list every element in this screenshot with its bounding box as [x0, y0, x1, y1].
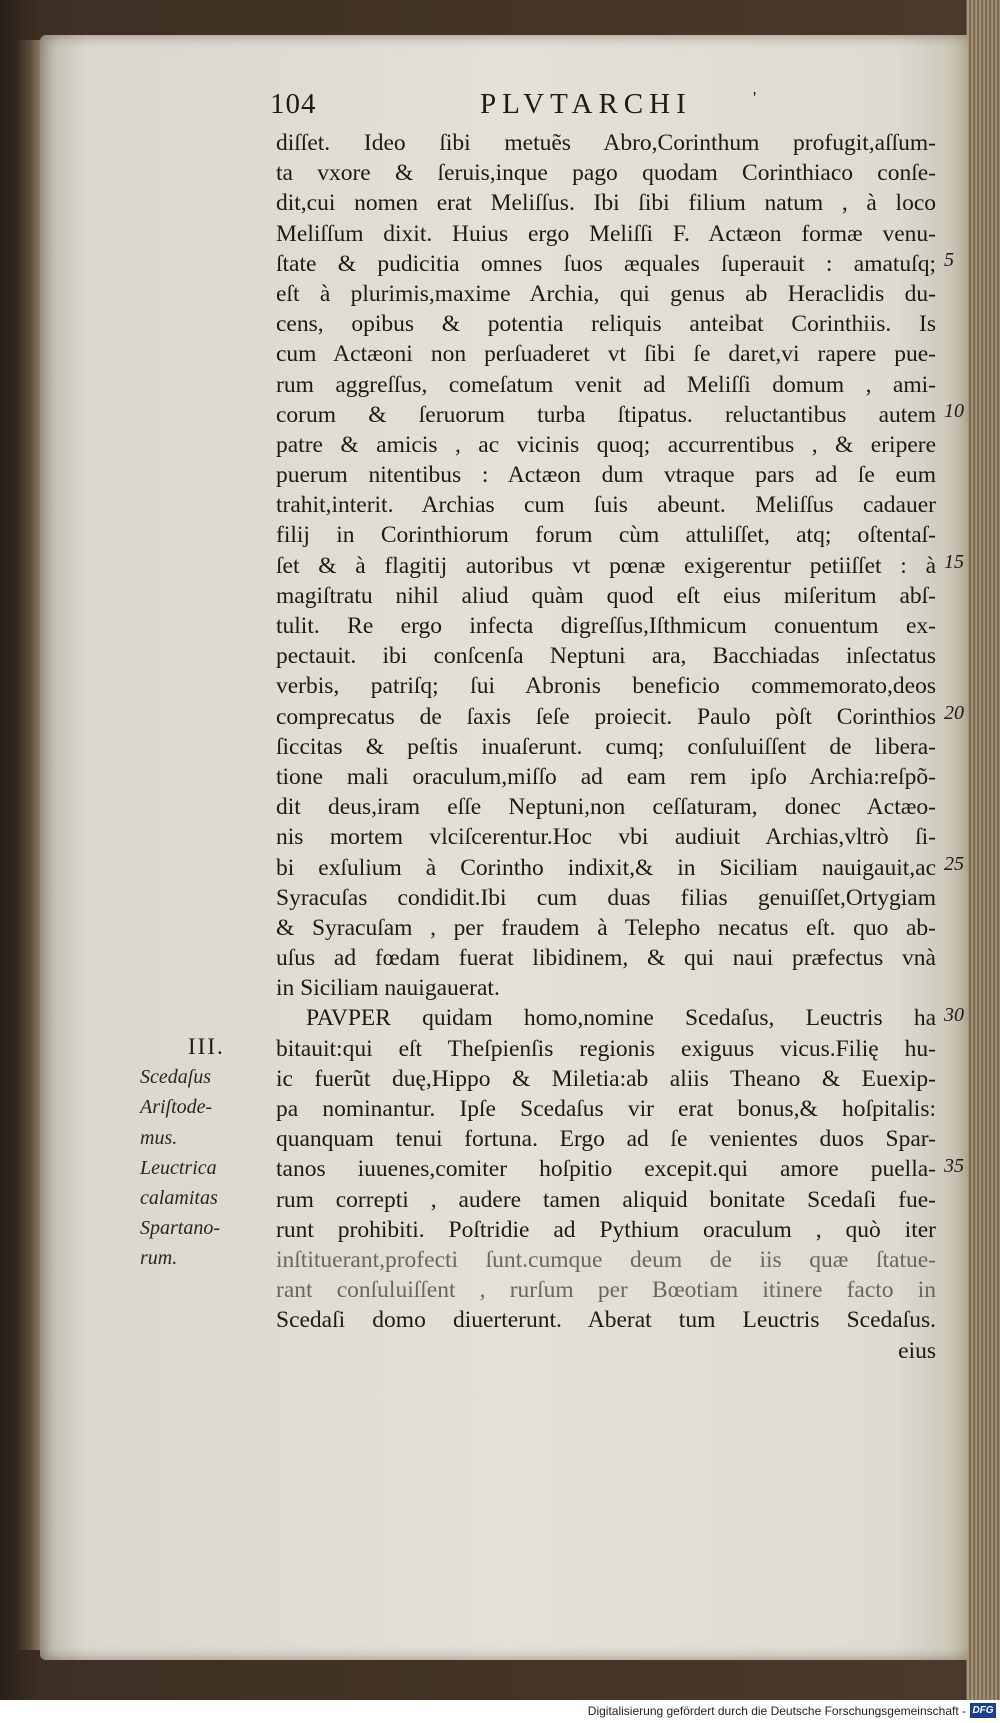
text-line: quanquam tenui fortuna. Ergo ad ſe venientes duos Spar- — [276, 1126, 936, 1153]
page-number: 104 — [270, 88, 317, 120]
text-line: rum correpti , audere tamen aliquid bonitate Scedaſi fue- — [276, 1186, 936, 1213]
margin-note-line: Scedaſus — [140, 1066, 212, 1089]
dfg-logo: DFG — [970, 1703, 996, 1718]
text-line: nis mortem vlciſcerentur.Hoc vbi audiuit Archias,vltrò ſi- — [276, 824, 936, 851]
text-line: inſtituerant,profecti ſunt.cumque deum de iis quæ ſtatue- — [276, 1246, 936, 1273]
text-line: dit,cui nomen erat Meliſſus. Ibi ſibi filium natum , à loco — [276, 190, 936, 217]
text-line: cens, opibus & potentia reliquis anteibat Corinthiis. Is — [276, 311, 936, 338]
text-line: Meliſſum dixit. Huius ergo Meliſſi F. Actæon formæ venu- — [276, 220, 936, 247]
page-edges — [966, 0, 1000, 1723]
text-line: comprecatus de ſaxis ſeſe proiecit. Paulo pòſt Corinthios — [276, 703, 936, 730]
text-line: Syracuſas condidit.Ibi cum duas filias genuiſſet,Ortygiam — [276, 884, 936, 911]
text-line: tanos iuuenes,comiter hoſpitio excepit.qui amore puella- — [276, 1156, 936, 1183]
text-line: bitauit:qui eſt Theſpienſis regionis exiguus vicus.Filię hu- — [276, 1035, 936, 1062]
text-line: tione mali oraculum,miſſo ad eam rem ipſo Archia:reſpõ- — [276, 763, 936, 790]
text-line: ta vxore & ſeruis,inque pago quodam Corinthiaco conſe- — [276, 160, 936, 187]
running-title: PLVTARCHI — [480, 88, 692, 120]
text-line: tulit. Re ergo infecta digreſſus,Iſthmicum conuentum ex- — [276, 613, 936, 639]
line-number: 25 — [944, 853, 964, 875]
margin-notes — [140, 1032, 270, 1274]
text-line: puerum nitentibus : Actæon dum vtraque pars ad ſe eum — [276, 462, 936, 489]
text-line: uſus ad fœdam fuerat libidinem, & qui naui præfectus vnà — [276, 945, 936, 972]
text-line: dit deus,iram eſſe Neptuni,non ceſſaturam, donec Actæo- — [276, 794, 936, 821]
line-number: 10 — [944, 400, 964, 422]
text-line: ſiccitas & peſtis inuaſerunt. cumq; conſuluiſſent de libera- — [276, 733, 936, 760]
line-number: 5 — [944, 249, 954, 271]
text-line: Scedaſi domo diuerterunt. Aberat tum Leuctris Scedaſus. — [276, 1307, 936, 1334]
line-number: 30 — [944, 1004, 964, 1026]
text-line: patre & amicis , ac vicinis quoq; accurrentibus , & eripere — [276, 431, 936, 458]
text-line-section-start: PAVPER quidam homo,nomine Scedaſus, Leuctris ha — [306, 1005, 936, 1032]
text-line: trahit,interit. Archias cum ſuis abeunt. Meliſſus cadauer — [276, 492, 936, 519]
text-line: & Syracuſam , per fraudem à Telepho necatus eſt. quo ab- — [276, 914, 936, 941]
digitization-footer — [0, 1700, 1000, 1723]
header-mark: ' — [753, 88, 757, 108]
line-number: 35 — [944, 1155, 964, 1177]
text-line: filij in Corinthiorum forum cùm attuliſſet, atq; oſtentaſ- — [276, 522, 936, 549]
text-line: bi exſulium à Corintho indixit,& in Siciliam nauigauit,ac — [276, 854, 936, 881]
text-line: ſtate & pudicitia omnes ſuos æquales ſuperauit : amatuſq; — [276, 250, 936, 277]
text-line: rum aggreſſus, comeſatum venit ad Meliſſi domum , ami- — [276, 371, 936, 398]
margin-note-line: Ariſtode- — [140, 1096, 213, 1119]
margin-note-line: Spartano- — [140, 1217, 220, 1240]
margin-note-line: mus. — [140, 1126, 178, 1149]
running-header — [0, 88, 1000, 128]
main-text-block — [276, 128, 936, 1366]
text-line: magiſtratu nihil aliud quàm quod eſt eius miſeritum abſ- — [276, 582, 936, 609]
text-line: pa nominantur. Ipſe Scedaſus vir erat bonus,& hoſpitalis: — [276, 1096, 936, 1122]
section-number: III. — [188, 1034, 225, 1059]
margin-note-line: rum. — [140, 1247, 178, 1270]
catchword: eius — [898, 1337, 936, 1364]
text-line: ſet & à flagitij autoribus vt pœnæ exigerentur petiiſſet : à — [276, 552, 936, 579]
text-line: rant conſuluiſſent , rurſum per Bœotiam itinere facto in — [276, 1277, 936, 1304]
line-number: 20 — [944, 702, 964, 724]
text-line: corum & ſeruorum turba ſtipatus. reluctantibus autem — [276, 401, 936, 428]
text-line: diſſet. Ideo ſibi metuẽs Abro,Corinthum profugit,aſſum- — [276, 130, 936, 156]
footer-credit: Digitalisierung gefördert durch die Deutsche Forschungsgemeinschaft - — [587, 1704, 966, 1718]
line-number: 15 — [944, 551, 964, 573]
text-line: cum Actæoni non perſuaderet vt ſibi ſe daret,vi rapere pue- — [276, 341, 936, 368]
text-line: ic fuerũt duę,Hippo & Miletia:ab aliis Theano & Euexip- — [276, 1065, 936, 1092]
text-line: verbis, patriſq; ſui Abronis beneficio commemorato,deos — [276, 673, 936, 700]
margin-note-line: Leuctrica — [140, 1156, 217, 1179]
book-binding — [14, 40, 40, 1650]
margin-note-line: calamitas — [140, 1187, 218, 1210]
text-line: runt prohibiti. Poſtridie ad Pythium oraculum , quò iter — [276, 1216, 936, 1243]
text-line: in Siciliam nauigauerat. — [276, 975, 500, 1002]
text-line: eſt à plurimis,maxime Archia, qui genus ab Heraclidis du- — [276, 280, 936, 307]
text-line: pectauit. ibi conſcenſa Neptuni ara, Bacchiadas inſectatus — [276, 643, 936, 670]
